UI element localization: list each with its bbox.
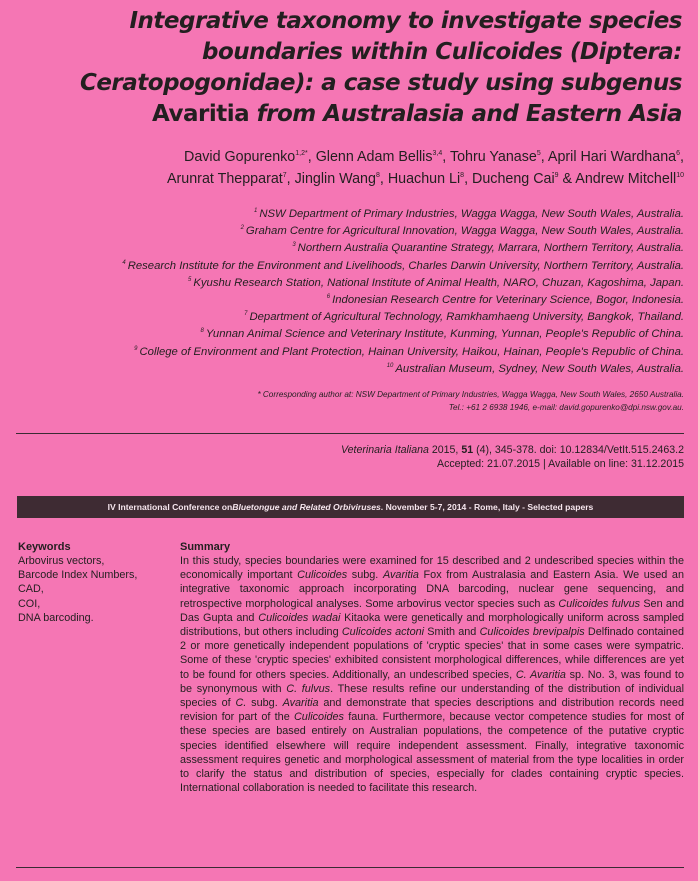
author-name: Ducheng Cai <box>472 171 555 187</box>
taxon-name: Culicoides <box>293 711 344 724</box>
author-affiliation-marker: 8 <box>460 172 465 179</box>
corresponding-author: * Corresponding author at: NSW Department of Primary Industries, Wagga Wagga, New South Wales, 2650 Australia. Tel.: +61 2 6938 1946, e-mail: david.gopurenko@dpi.nsw.gov.au. <box>84 388 684 414</box>
affiliation-item: $^9$ College of Environment and Plant Protection, Hainan University, Haikou, Hainan, People's Republic of China. <box>134 345 684 358</box>
author-affiliation-marker: 1,2* <box>295 150 308 157</box>
summary-segment: subg. <box>246 697 283 710</box>
affiliation-list <box>4 206 684 378</box>
affiliation-item: $^2$ Graham Centre for Agricultural Innovation, Wagga Wagga, New South Wales, Australia. <box>240 225 684 238</box>
author-name: Tohru Yanase <box>449 149 537 165</box>
keyword-item: DNA barcoding. <box>18 611 94 624</box>
summary-segment: Sen and Das Gupta and <box>180 597 684 624</box>
journal-name: Veterinaria Italiana <box>340 444 429 456</box>
author-line-2: Arunrat Thepparat$^7$, Jinglin Wang$^8$, Huachun Li$^8$, Ducheng Cai$^9$ & Andrew Mitchell$^{10}$ <box>166 171 684 187</box>
summary-segment: subg. <box>347 569 383 582</box>
dates: Accepted: 21.07.2015 | Available on line: 31.12.2015 <box>437 458 684 470</box>
summary-segment: and demonstrate that species descriptions and distribution records need revision for part of the <box>180 697 684 724</box>
keyword-item: CAD, <box>18 583 44 596</box>
author-affiliation-marker: 5 <box>536 150 541 157</box>
summary-segment: In this study, species boundaries were examined for 15 described and 2 undescribed species within the economically important <box>180 555 684 582</box>
author-affiliation-marker: 7 <box>282 172 287 179</box>
keyword-item: COI, <box>18 597 41 610</box>
divider <box>16 433 684 434</box>
summary-segment: Delfinado contained 2 or more genetically independent populations of 'cryptic species' that in some cases were sympatric. Some of these 'cryptic species' exhibited consistent morphological differences, while differences are yet to be found for others species. Additionally, an undescribed species, <box>180 626 685 681</box>
author-list <box>44 146 684 190</box>
author-name: Arunrat Thepparat <box>166 171 283 187</box>
bottom-divider <box>16 867 684 868</box>
author-name: April Hari Wardhana <box>547 149 677 165</box>
journal-citation: Veterinaria Italiana 2015, 51 (4), 345-378. doi: 10.12834/VetIt.515.2463.2 Accepted: 21.07.2015 | Available on line: 31.12.2015 <box>84 443 684 471</box>
author-name: Huachun Li <box>387 171 461 187</box>
summary-heading: Summary <box>180 541 231 553</box>
summary-segment: Smith and <box>424 626 480 639</box>
affiliation-item: $^8$ Yunnan Animal Science and Veterinary Institute, Kunming, Yunnan, People's Republic of China. <box>200 328 684 341</box>
title-line-3: Ceratopogonidae): a case study using subgenus <box>79 70 682 96</box>
affiliation-item: $^5$ Kyushu Research Station, National Institute of Animal Health, NARO, Chuzan, Kagoshima, Japan. <box>188 276 684 289</box>
keywords-list <box>18 554 173 625</box>
taxon-name: Culicoides brevipalpis <box>479 626 585 639</box>
author-affiliation-marker: 8 <box>375 172 380 179</box>
summary-segment: fauna. Furthermore, because vector competence studies for most of these species are based entirely on Australian populations, the competence of the putative cryptic species identified elsewhere will require independent assessment. Finally, integrative taxonomic assessment requires genetic and morphological assessment of material from the type localities in order to clarify the status and distribution of species, especially for clades containing cryptic species. International collaboration is needed to facilitate this research. <box>180 711 684 795</box>
affiliation-item: $^6$ Indonesian Research Centre for Veterinary Science, Bogor, Indonesia. <box>326 294 684 307</box>
author-affiliation-marker: 9 <box>554 172 559 179</box>
volume-number: 51 <box>461 444 474 456</box>
affiliation-item: $^1$ NSW Department of Primary Industries, Wagga Wagga, New South Wales, Australia. <box>254 208 684 220</box>
title-line-2: boundaries within Culicoides (Diptera: <box>201 39 682 65</box>
author-name: Andrew Mitchell <box>575 171 677 187</box>
author-name: Glenn Adam Bellis <box>315 149 433 165</box>
taxon-name: C. Avaritia <box>515 668 566 681</box>
summary-text <box>180 554 684 795</box>
taxon-name: C. fulvus <box>286 682 331 695</box>
corresponding-contact[interactable]: Tel.: +61 2 6938 1946, e-mail: david.gopurenko@dpi.nsw.gov.au. <box>448 403 684 412</box>
author-line-1: David Gopurenko$^{1,2*}$, Glenn Adam Bellis$^{3,4}$, Tohru Yanase$^5$, April Hari Wardhana$^6$, <box>184 149 684 165</box>
keywords-heading: Keywords <box>18 541 71 553</box>
author-name: Jinglin Wang <box>294 171 376 187</box>
taxon-name: Culicoides fulvus <box>558 597 641 610</box>
author-affiliation-marker: 6 <box>676 150 681 157</box>
summary-section <box>180 540 684 795</box>
affiliation-item: $^3$ Northern Australia Quarantine Strategy, Marrara, Northern Territory, Australia. <box>292 242 684 255</box>
keyword-item: Barcode Index Numbers, <box>18 569 138 582</box>
taxon-name: Culicoides <box>297 569 348 582</box>
taxon-name: Culicoides actoni <box>341 626 425 639</box>
keywords-section <box>18 540 173 625</box>
taxon-name: Avaritia <box>382 569 419 582</box>
paper-title <box>22 6 682 130</box>
taxon-name: Avaritia <box>282 697 319 710</box>
title-line-4: Avaritia from Australasia and Eastern Asia <box>152 101 682 127</box>
summary-segment: Kitaoka were genetically and morphologically uniform across sampled distributions, but others including <box>180 611 685 639</box>
summary-segment: . These results refine our understanding of the distribution of individual species of <box>180 682 684 710</box>
affiliation-item: $^7$ Department of Agricultural Technology, Ramkhamhaeng University, Bangkok, Thailand. <box>244 311 684 324</box>
author-name: David Gopurenko <box>184 149 296 165</box>
conference-banner: IV International Conference on Bluetongue and Related Orbiviruses . November 5-7, 2014 - Rome, Italy - Selected papers <box>17 496 684 518</box>
summary-segment: Fox from Australasia and Eastern Asia. We used an integrative taxonomic approach incorporating DNA barcoding, nuclear gene sequencing, and retrospective morphological analyses. Some arbovirus vector species such as <box>180 569 684 610</box>
affiliation-item: $^4$ Research Institute for the Environment and Livelihoods, Charles Darwin University, Northern Territory, Australia. <box>122 259 684 272</box>
taxon-name: C. <box>235 697 247 710</box>
doi[interactable]: (4), 345-378. doi: 10.12834/VetIt.515.2463.2 <box>473 444 684 456</box>
author-affiliation-marker: 10 <box>676 172 684 179</box>
title-line-1: Integrative taxonomy to investigate species <box>129 8 682 34</box>
taxon-name: Culicoides wadai <box>258 611 341 624</box>
summary-segment: sp. No. 3, was found to be synonymous with <box>180 668 684 695</box>
author-affiliation-marker: 3,4 <box>432 150 443 157</box>
keyword-item: Arbovirus vectors, <box>18 555 105 567</box>
affiliation-item: $^{10}$ Australian Museum, Sydney, New South Wales, Australia. <box>386 362 684 375</box>
